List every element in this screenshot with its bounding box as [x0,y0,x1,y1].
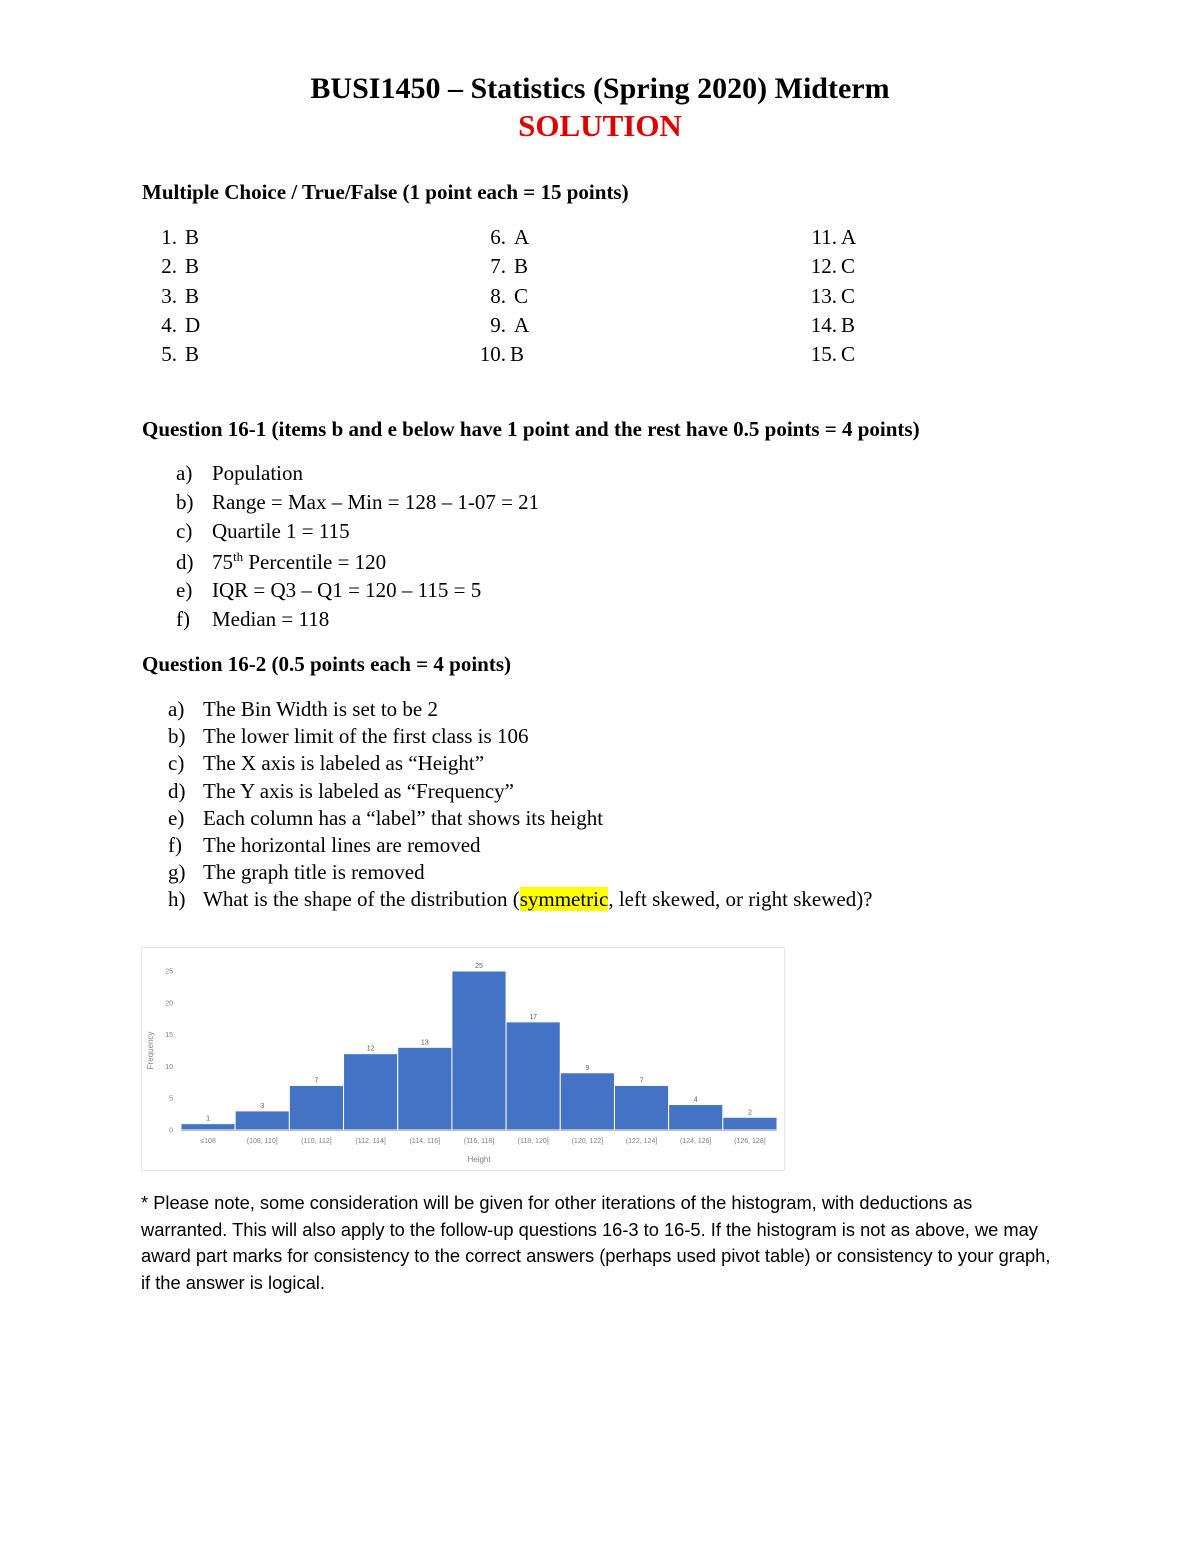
item-text [212,549,386,575]
x-tick-label: ≤108 [200,1138,216,1145]
grading-note: * Please note, some consideration will be given for other iterations of the histogram, with deductions as warranted. This will also apply to the follow-up questions 16-3 to 16-5. If the histogram is not as above, we may award part marks for consistency to the correct answers (perhaps used pivot table) or consistency to your graph, if the answer is logical. [141,1192,1051,1293]
mc-answer-row [141,342,200,371]
x-axis-title: Height [467,1155,491,1164]
y-tick-label: 10 [165,1063,173,1071]
mc-answer-row [470,225,529,254]
document-title: BUSI1450 – Statistics (Spring 2020) Midterm [310,72,890,105]
mc-answer-row [801,225,856,254]
mc-answer: B [514,254,529,279]
x-tick-label: (124, 126] [679,1138,712,1145]
q16-2-list [168,697,873,915]
item-text-number: 75 [212,549,233,574]
mc-answer: C [841,342,856,367]
item-label: e) [168,805,185,830]
list-item [168,887,873,914]
bar-data-label: 1 [206,1115,211,1123]
item-text: The Y axis is labeled as “Frequency” [203,778,514,803]
item-text-pre: What is the shape of the distribution ( [203,887,520,912]
mc-question-number: 12. [810,254,837,279]
item-text-rest: Percentile = 120 [243,549,387,574]
q16-2-heading: Question 16-2 (0.5 points each = 4 points) [142,652,511,676]
mc-answer-row [801,342,856,371]
mc-answer: B [185,225,200,249]
list-item [168,833,873,860]
mc-column-2 [470,225,529,371]
x-tick-label: (122, 124] [625,1138,658,1145]
list-item [168,779,873,806]
item-label: d) [168,778,186,803]
mc-question-number: 10. [479,342,506,367]
item-label: b) [168,724,186,749]
histogram-chart [141,947,785,1171]
item-text: The lower limit of the first class is 106 [203,724,529,749]
mc-answer-row [801,313,856,342]
mc-answer: B [185,342,200,367]
mc-answer-row [141,254,200,283]
histogram-bar [669,1105,723,1130]
item-label: h) [168,887,186,912]
mc-answer-row [141,313,200,342]
item-text: The Bin Width is set to be 2 [203,697,438,721]
mc-answer: A [514,225,530,249]
mc-answer-row [470,313,529,342]
list-item [176,578,539,607]
item-text: The horizontal lines are removed [203,832,481,857]
histogram-bar [344,1054,398,1130]
bar-data-label: 4 [693,1096,698,1104]
histogram-bar [614,1085,668,1130]
item-text: Each column has a “label” that shows its height [203,805,604,830]
histogram-bar [560,1073,614,1130]
mc-answer: D [185,312,201,337]
mc-question-number: 4. [161,312,177,337]
x-tick-label: (114, 116] [409,1138,441,1145]
histogram-bar [235,1111,289,1130]
mc-answer: C [841,283,856,308]
mc-answer: B [185,283,200,308]
x-tick-label: (110, 112] [301,1138,332,1145]
mc-answer-row [801,284,856,313]
mc-answer: A [514,312,530,337]
list-item [168,751,873,778]
x-tick-label: (116, 118] [463,1138,495,1145]
bar-data-label: 3 [260,1102,265,1110]
bar-data-label: 2 [747,1109,752,1117]
histogram-bar [181,1124,235,1130]
x-tick-label: (118, 120] [517,1138,549,1145]
mc-question-number: 13. [810,283,837,308]
mc-answer-row [470,284,529,313]
item-text [203,887,873,912]
list-item [168,860,873,887]
item-text: Population [212,461,304,485]
item-label: b) [176,490,194,515]
histogram-svg [141,947,785,1171]
mc-answer: B [841,312,856,337]
mc-answer: C [514,283,529,308]
x-tick-label: (112, 114] [355,1138,386,1145]
item-text: IQR = Q3 – Q1 = 120 – 115 = 5 [212,577,482,602]
item-text: Median = 118 [212,606,330,631]
mc-question-number: 15. [810,342,837,367]
document-subtitle: SOLUTION [518,108,682,143]
histogram-bar [398,1047,452,1130]
x-tick-label: (120, 122] [571,1138,604,1145]
x-tick-label: (126, 128] [734,1138,766,1145]
mc-question-number: 3. [161,283,177,308]
mc-question-number: 9. [490,312,506,337]
mc-column-1 [141,225,200,371]
histogram-bar [506,1022,560,1130]
histogram-bar [723,1117,777,1130]
y-tick-label: 0 [169,1127,173,1135]
list-item [176,549,539,578]
mc-answer-row [801,254,856,283]
mc-question-number: 2. [161,254,177,279]
bar-data-label: 13 [420,1039,429,1047]
mc-question-number: 1. [161,225,177,249]
item-label: f) [168,832,182,857]
list-item [168,697,873,724]
item-label: c) [176,519,193,544]
mc-question-number: 8. [490,283,506,308]
mc-question-number: 5. [161,342,177,367]
histogram-bar [289,1085,343,1130]
item-label: d) [176,549,194,574]
list-item [176,461,539,490]
bar-data-label: 17 [529,1013,538,1021]
y-tick-label: 25 [165,968,173,976]
mc-question-number: 6. [490,225,506,249]
item-text: The graph title is removed [203,860,425,885]
q16-1-list [176,461,539,636]
highlighted-answer: symmetric [519,887,609,912]
list-item [176,519,539,548]
item-label: f) [176,606,190,631]
item-label: c) [168,751,185,776]
item-text-post: , left skewed, or right skewed)? [608,887,873,912]
mc-question-number: 11. [811,225,837,249]
list-item [168,724,873,751]
mc-answer-row [141,284,200,313]
item-label: e) [176,577,193,602]
item-label: g) [168,860,186,885]
list-item [176,607,539,636]
bar-data-label: 7 [314,1077,319,1085]
q16-1-heading: Question 16-1 (items b and e below have 1 point and the rest have 0.5 points = 4 points) [142,417,920,441]
histogram-bar [452,971,506,1130]
mc-answer: C [841,254,856,279]
list-item [176,490,539,519]
mc-answer-row [470,254,529,283]
item-label: a) [168,697,185,721]
item-text: Range = Max – Min = 128 – 1-07 = 21 [212,490,540,515]
mc-heading: Multiple Choice / True/False (1 point each = 15 points) [142,180,629,204]
list-item [168,806,873,833]
bar-data-label: 9 [585,1064,590,1072]
mc-question-number: 14. [810,312,837,337]
bar-data-label: 12 [366,1045,375,1053]
item-text-superscript: th [233,548,244,564]
mc-answer-row [141,225,200,254]
item-text: Quartile 1 = 115 [212,519,350,544]
y-tick-label: 20 [165,1000,173,1008]
mc-answer-row [470,342,529,371]
bar-data-label: 7 [639,1077,644,1085]
y-tick-label: 5 [169,1095,173,1103]
mc-answer: B [510,342,525,367]
y-tick-label: 15 [165,1032,173,1040]
bar-data-label: 25 [475,963,483,970]
mc-answer: B [185,254,200,279]
mc-question-number: 7. [490,254,506,279]
item-text: The X axis is labeled as “Height” [203,751,485,776]
mc-column-3 [801,225,856,371]
item-label: a) [176,461,193,485]
y-axis-title: Frequency [146,1031,155,1070]
x-tick-label: (108, 110] [246,1138,278,1145]
mc-answer: A [841,225,857,249]
